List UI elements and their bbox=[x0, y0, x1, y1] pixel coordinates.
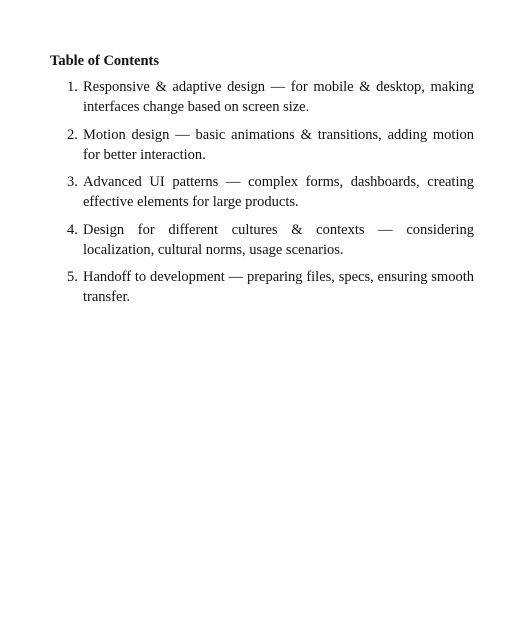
toc-item-number: 5. bbox=[67, 269, 78, 285]
toc-item-1 bbox=[50, 77, 474, 117]
toc-item-number: 3. bbox=[67, 174, 78, 190]
toc-item-number: 1. bbox=[67, 79, 78, 95]
toc-item-2 bbox=[50, 125, 474, 165]
document-page bbox=[50, 51, 474, 315]
toc-item-text: Advanced UI patterns — complex forms, dashboards, creating effective elements for large products. bbox=[83, 174, 474, 210]
toc-item-number: 2. bbox=[67, 126, 78, 143]
toc-item-text: Responsive & adaptive design — for mobile & desktop, making interfaces change based on screen size. bbox=[83, 79, 474, 115]
toc-item-4 bbox=[50, 220, 474, 260]
toc-item-5 bbox=[50, 267, 474, 307]
toc-item-text: Motion design — basic animations & transitions, adding motion for better interaction. bbox=[83, 126, 474, 163]
toc-item-text: Design for different cultures & contexts — considering localization, cultural norms, usage scenarios. bbox=[83, 221, 474, 258]
toc-item-text: Handoff to development — preparing files, specs, ensuring smooth transfer. bbox=[83, 269, 474, 305]
toc-item-number: 4. bbox=[67, 221, 78, 238]
toc-heading: Table of Contents bbox=[50, 53, 160, 69]
toc-item-3 bbox=[50, 172, 474, 212]
toc-list bbox=[50, 77, 474, 307]
